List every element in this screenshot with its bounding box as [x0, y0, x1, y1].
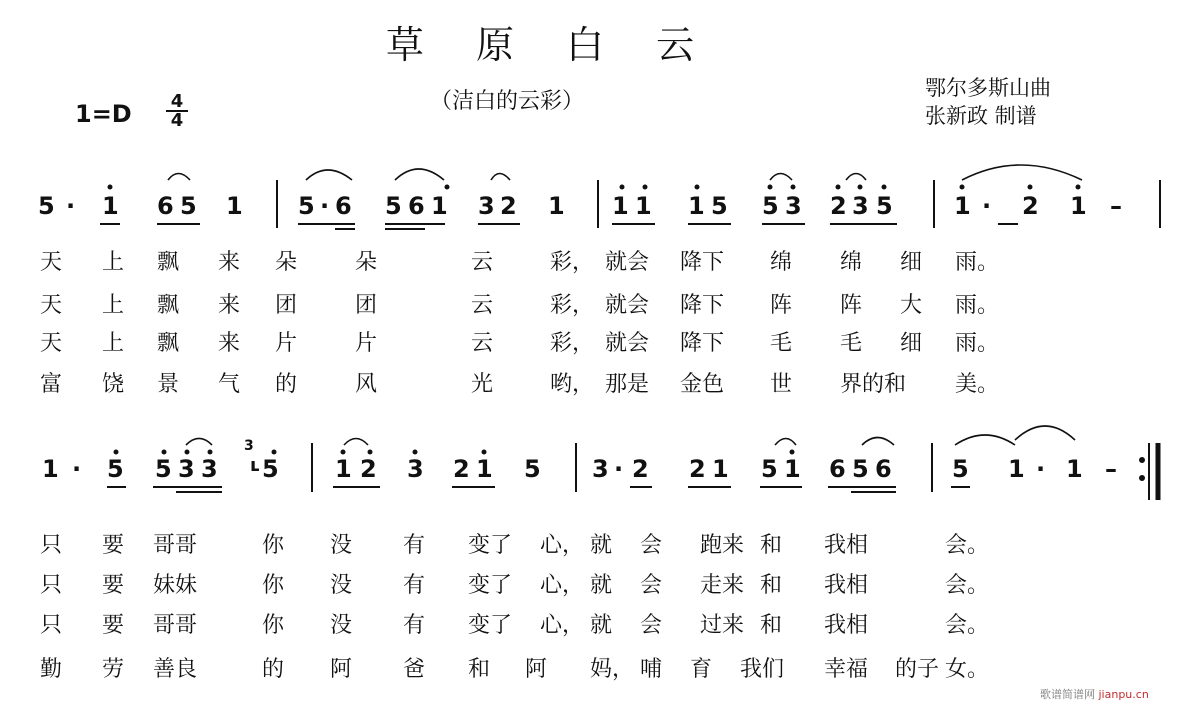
note: 3 [852, 192, 869, 220]
lyric-syllable: 有 [403, 573, 426, 598]
lyric-syllable: 你 [262, 533, 285, 558]
lyric-syllable: 朵 [275, 250, 298, 275]
rest-dash: – [1110, 192, 1122, 220]
lyric-syllable: 和 [760, 573, 783, 598]
note: 2 [689, 455, 706, 483]
lyric-syllable: 走来 [700, 573, 745, 598]
grace-note: 3 [244, 438, 254, 454]
lyric-syllable: 绵 [770, 250, 793, 275]
lyric-syllable: 和 [468, 657, 491, 682]
lyric-syllable: 阵 [770, 293, 793, 318]
note: 5 [385, 192, 402, 220]
note: 6 [875, 455, 892, 483]
slur [491, 174, 510, 181]
lyric-syllable: 云 [471, 293, 494, 318]
note: 1 [1070, 192, 1087, 220]
lyric-syllable: 阵 [840, 293, 863, 318]
grace-note-hook: ʟ [250, 455, 260, 476]
time-signature-top: 4 [170, 91, 184, 112]
lyric-syllable: 饶 [102, 372, 125, 397]
lyric-syllable: 和 [760, 533, 783, 558]
lyric-syllable: 我相 [824, 613, 869, 638]
note: 1 [548, 192, 565, 220]
lyric-syllable: 彩， [550, 331, 595, 356]
lyric-syllable: 变了 [468, 573, 513, 598]
note: 1 [476, 455, 493, 483]
composer-credit: 鄂尔多斯山曲 [925, 76, 1051, 100]
lyric-syllable: 天 [40, 331, 63, 356]
note: 6 [157, 192, 174, 220]
lyric-syllable: 富 [40, 372, 63, 397]
note: 6 [335, 192, 352, 220]
lyric-syllable: 细 [900, 331, 923, 356]
note-dot: · [1036, 455, 1046, 483]
lyric-syllable: 上 [102, 293, 125, 318]
lyric-syllable: 那是 [605, 372, 650, 397]
lyric-syllable: 降下 [680, 250, 725, 275]
lyric-syllable: 我相 [824, 573, 869, 598]
watermark-site: 歌谱简谱网 [1040, 688, 1095, 701]
lyric-syllable: 过来 [700, 613, 745, 638]
lyric-syllable: 会 [640, 573, 663, 598]
lyric-syllable: 哥哥 [153, 613, 198, 638]
slur [1015, 426, 1075, 440]
time-signature-bottom: 4 [166, 110, 188, 129]
lyric-syllable: 云 [471, 250, 494, 275]
note: 6 [829, 455, 846, 483]
song-title: 草 原 白 云 [385, 23, 715, 67]
lyric-syllable: 光 [471, 372, 494, 397]
note: 3 [178, 455, 195, 483]
note: 3 [478, 192, 495, 220]
lyric-syllable: 来 [218, 250, 241, 275]
lyric-syllable: 会。 [945, 573, 990, 598]
note: 1 [1066, 455, 1083, 483]
lyric-syllable: 要 [102, 573, 125, 598]
lyric-syllable: 没 [330, 613, 353, 638]
lyric-syllable: 会 [640, 613, 663, 638]
lyric-syllable: 我相 [824, 533, 869, 558]
note: 1 [42, 455, 59, 483]
lyric-syllable: 彩， [550, 250, 595, 275]
lyric-syllable: 的子 [895, 657, 940, 682]
lyric-syllable: 的 [262, 657, 285, 682]
slur [395, 169, 444, 180]
note: 1 [635, 192, 652, 220]
lyric-syllable: 气 [218, 372, 241, 397]
song-subtitle: （洁白的云彩） [430, 89, 585, 114]
lyric-syllable: 雨。 [955, 250, 1000, 275]
note: 5 [38, 192, 55, 220]
note: 1 [954, 192, 971, 220]
note: 2 [360, 455, 377, 483]
lyric-syllable: 飘 [157, 250, 180, 275]
rest-dash: – [1105, 455, 1117, 483]
note: 3 [592, 455, 609, 483]
note-dot: · [982, 192, 992, 220]
arranger-credit: 张新政 制谱 [925, 104, 1037, 128]
lyric-syllable: 天 [40, 250, 63, 275]
lyric-syllable: 就 [590, 613, 613, 638]
slur [770, 174, 792, 181]
note: 2 [453, 455, 470, 483]
slur [962, 165, 1082, 180]
note: 6 [408, 192, 425, 220]
note: 5 [524, 455, 541, 483]
lyric-syllable: 片 [275, 331, 298, 356]
note: 1 [612, 192, 629, 220]
lyric-syllable: 变了 [468, 613, 513, 638]
lyric-syllable: 心， [540, 533, 585, 558]
note: 1 [688, 192, 705, 220]
lyric-syllable: 变了 [468, 533, 513, 558]
lyric-syllable: 妈， [590, 657, 635, 682]
slur [344, 439, 368, 446]
lyric-syllable: 勤 [40, 657, 63, 682]
lyric-syllable: 绵 [840, 250, 863, 275]
lyric-syllable: 就会 [605, 331, 650, 356]
note: 1 [712, 455, 729, 483]
lyric-syllable: 彩， [550, 293, 595, 318]
note: 2 [830, 192, 847, 220]
lyric-syllable: 我们 [740, 657, 785, 682]
lyric-syllable: 就会 [605, 293, 650, 318]
note-dot: · [320, 192, 330, 220]
note: 3 [201, 455, 218, 483]
lyric-syllable: 细 [900, 250, 923, 275]
lyric-syllable: 哺 [640, 657, 663, 682]
note: 5 [761, 455, 778, 483]
lyric-syllable: 只 [40, 533, 63, 558]
lyric-syllable: 心， [540, 613, 585, 638]
lyric-syllable: 没 [330, 573, 353, 598]
note: 5 [107, 455, 124, 483]
lyric-syllable: 飘 [157, 293, 180, 318]
slur [955, 435, 1015, 445]
lyric-syllable: 就会 [605, 250, 650, 275]
note: 1 [431, 192, 448, 220]
note: 5 [952, 455, 969, 483]
lyric-syllable: 有 [403, 533, 426, 558]
note: 1 [784, 455, 801, 483]
lyric-syllable: 心， [540, 573, 585, 598]
lyric-syllable: 毛 [770, 331, 793, 356]
lyric-syllable: 只 [40, 573, 63, 598]
lyric-syllable: 会。 [945, 613, 990, 638]
note: 3 [785, 192, 802, 220]
lyric-syllable: 会。 [945, 533, 990, 558]
lyric-syllable: 世 [770, 372, 793, 397]
lyric-syllable: 爸 [403, 657, 426, 682]
note: 1 [102, 192, 119, 220]
note: 5 [876, 192, 893, 220]
note: 1 [335, 455, 352, 483]
lyric-syllable: 没 [330, 533, 353, 558]
lyric-syllable: 云 [471, 331, 494, 356]
lyric-syllable: 毛 [840, 331, 863, 356]
lyric-syllable: 育 [690, 657, 713, 682]
lyric-syllable: 风 [355, 372, 378, 397]
note: 1 [1008, 455, 1025, 483]
lyric-syllable: 就 [590, 573, 613, 598]
lyric-syllable: 雨。 [955, 293, 1000, 318]
lyric-syllable: 天 [40, 293, 63, 318]
slur [186, 439, 212, 446]
note-dot: · [72, 455, 82, 483]
slur [168, 174, 190, 181]
lyric-syllable: 会 [640, 533, 663, 558]
lyric-syllable: 幸福 [824, 657, 869, 682]
note: 1 [226, 192, 243, 220]
lyric-syllable: 大 [900, 293, 923, 318]
slur [775, 439, 796, 446]
lyric-syllable: 来 [218, 331, 241, 356]
note: 2 [632, 455, 649, 483]
lyric-syllable: 雨。 [955, 331, 1000, 356]
note: 2 [500, 192, 517, 220]
lyric-syllable: 劳 [102, 657, 125, 682]
lyric-syllable: 女。 [945, 657, 990, 682]
note: 5 [180, 192, 197, 220]
lyric-syllable: 哥哥 [153, 533, 198, 558]
lyric-syllable: 就 [590, 533, 613, 558]
lyric-syllable: 和 [760, 613, 783, 638]
lyric-syllable: 只 [40, 613, 63, 638]
lyric-syllable: 有 [403, 613, 426, 638]
lyric-syllable: 阿 [330, 657, 353, 682]
lyric-syllable: 哟， [550, 372, 595, 397]
watermark-url: jianpu.cn [1098, 688, 1149, 701]
lyric-syllable: 你 [262, 613, 285, 638]
note: 3 [407, 455, 424, 483]
note: 5 [155, 455, 172, 483]
note: 5 [711, 192, 728, 220]
lyric-syllable: 要 [102, 613, 125, 638]
lyric-syllable: 朵 [355, 250, 378, 275]
note: 2 [1022, 192, 1039, 220]
note-dot: · [614, 455, 624, 483]
lyric-syllable: 降下 [680, 293, 725, 318]
lyric-syllable: 妹妹 [153, 573, 198, 598]
slur [862, 438, 894, 446]
lyric-syllable: 阿 [525, 657, 548, 682]
lyric-syllable: 要 [102, 533, 125, 558]
key-signature: 1=D [75, 100, 132, 128]
lyric-syllable: 跑来 [700, 533, 745, 558]
note: 5 [762, 192, 779, 220]
note: 5 [852, 455, 869, 483]
lyric-syllable: 金色 [680, 372, 725, 397]
lyric-syllable: 你 [262, 573, 285, 598]
lyric-syllable: 来 [218, 293, 241, 318]
lyric-syllable: 的 [275, 372, 298, 397]
lyric-syllable: 降下 [680, 331, 725, 356]
note: 5 [262, 455, 279, 483]
lyric-syllable: 上 [102, 331, 125, 356]
lyric-syllable: 景 [157, 372, 180, 397]
lyric-syllable: 飘 [157, 331, 180, 356]
lyric-syllable: 上 [102, 250, 125, 275]
lyric-syllable: 界的和 [840, 372, 907, 397]
lyric-syllable: 善良 [153, 657, 198, 682]
lyric-syllable: 团 [355, 293, 378, 318]
lyric-syllable: 团 [275, 293, 298, 318]
note-dot: · [66, 192, 76, 220]
note: 5 [298, 192, 315, 220]
lyric-syllable: 片 [355, 331, 378, 356]
watermark [1040, 686, 1149, 702]
lyric-syllable: 美。 [955, 372, 1000, 397]
slur [846, 174, 866, 181]
slur [306, 170, 352, 180]
